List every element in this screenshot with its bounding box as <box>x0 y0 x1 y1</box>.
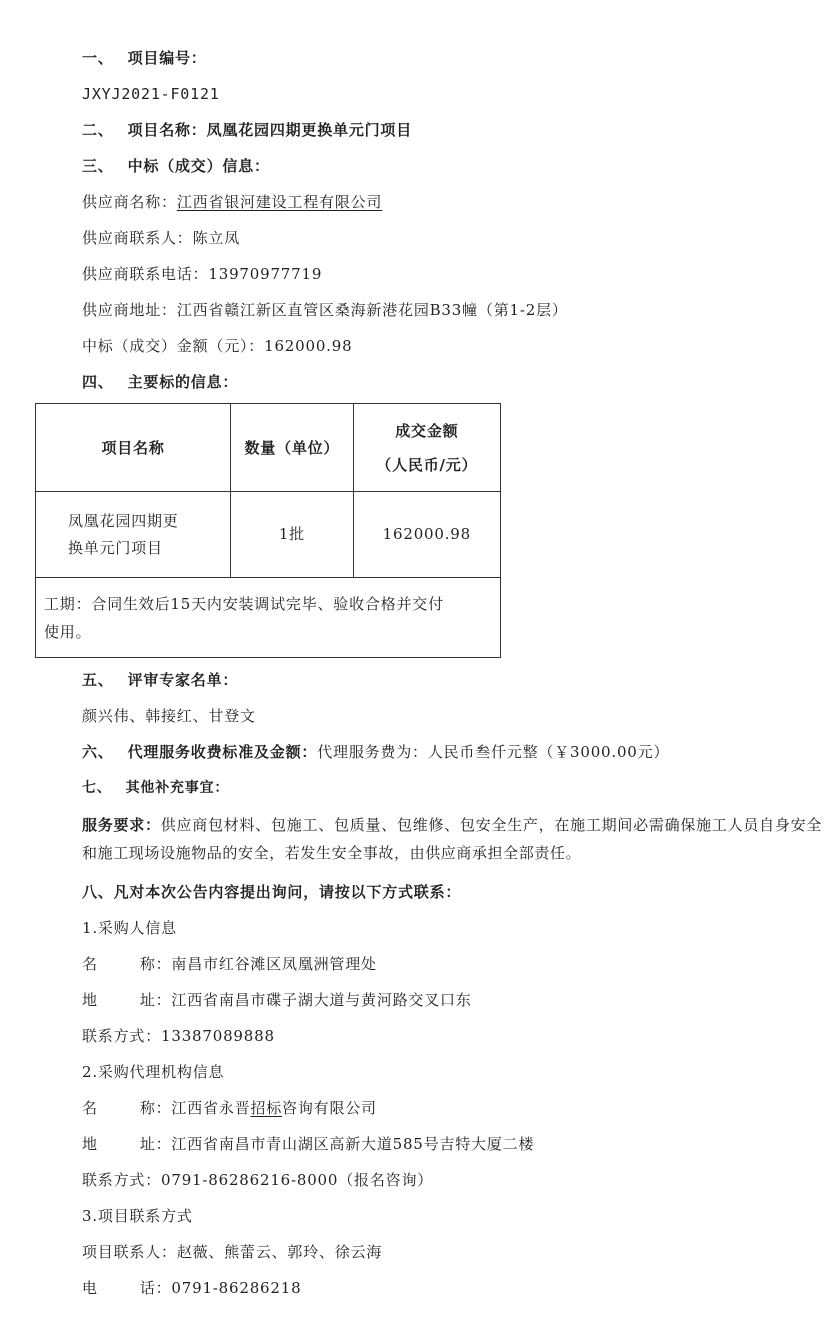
project-name: 凤凰花园四期更换单元门项目 <box>206 121 413 139</box>
purchaser-name-label-a: 名 <box>82 955 98 973</box>
agency-contact-value: 0791-86286216-8000（报名咨询） <box>161 1171 434 1189</box>
purchaser-name-row <box>82 954 377 974</box>
award-amount-row <box>82 336 352 356</box>
service-requirements <box>82 811 822 867</box>
supplier-name-row <box>82 192 382 212</box>
agency-name-label-a: 名 <box>82 1099 98 1117</box>
section-4-title: 主要标的信息： <box>127 373 239 391</box>
section-8-heading: 八、凡对本次公告内容提出询问，请按以下方式联系： <box>82 883 462 901</box>
project-contact-heading: 3.项目联系方式 <box>82 1207 193 1225</box>
section-4-number: 四、 <box>82 373 114 391</box>
table-note-row <box>36 578 501 658</box>
section-2-number: 二、 <box>82 121 114 139</box>
supplier-contact-row <box>82 228 240 248</box>
supplier-address-row <box>82 300 568 320</box>
subject-table <box>35 403 501 658</box>
agency-name-part-1: 江西省永晋 <box>171 1099 251 1117</box>
table-row <box>36 492 501 578</box>
cell-schedule-note <box>36 578 501 658</box>
purchaser-address-row <box>82 990 472 1010</box>
award-amount-label: 中标（成交）金额（元）： <box>82 337 265 355</box>
supplier-phone-value: 13970977719 <box>208 265 323 283</box>
schedule-note-line2: 使用。 <box>44 622 92 641</box>
agency-address-value: 江西省南昌市青山湖区高新大道585号吉特大厦二楼 <box>171 1135 535 1153</box>
expert-list: 颜兴伟、韩接红、甘登文 <box>82 707 256 725</box>
agency-name-row <box>82 1098 377 1118</box>
cell-project-name <box>36 492 231 578</box>
header-amount-line1: 成交金额 <box>395 421 459 440</box>
table-header-row <box>36 404 501 492</box>
section-5-heading <box>82 670 238 690</box>
section-1-title: 项目编号： <box>127 49 207 67</box>
purchaser-heading: 1.采购人信息 <box>82 919 177 937</box>
section-1-number: 一、 <box>82 49 114 67</box>
cell-project-name-line1: 凤凰花园四期更 <box>68 511 179 530</box>
section-5-number: 五、 <box>82 671 114 689</box>
cell-amount: 162000.98 <box>353 492 500 578</box>
purchaser-address-label-a: 地 <box>82 991 98 1009</box>
section-6-title: 代理服务收费标准及金额： <box>127 743 318 761</box>
project-code: JXYJ2021-F0121 <box>82 85 220 103</box>
agency-name-part-3: 咨询有限公司 <box>282 1099 377 1117</box>
award-amount-value: 162000.98 <box>264 337 353 355</box>
supplier-address-value: 江西省赣江新区直管区桑海新港花园B33幢（第1-2层） <box>176 301 568 319</box>
agency-address-label-a: 地 <box>82 1135 98 1153</box>
project-contact-phone-label-a: 电 <box>82 1279 98 1297</box>
supplier-name-label: 供应商名称： <box>82 193 177 211</box>
section-3-title: 中标（成交）信息： <box>127 157 270 175</box>
purchaser-name-value: 南昌市红谷滩区凤凰洲管理处 <box>171 955 377 973</box>
agency-contact-row <box>82 1170 433 1190</box>
purchaser-address-label-b: 址： <box>139 991 172 1009</box>
section-2-title: 项目名称： <box>127 121 207 139</box>
project-contact-people-label: 项目联系人： <box>82 1243 177 1261</box>
agency-name-label-b: 称： <box>139 1099 172 1117</box>
agency-heading: 2.采购代理机构信息 <box>82 1063 225 1081</box>
section-2-heading <box>82 120 412 140</box>
cell-project-name-line2: 换单元门项目 <box>68 538 163 557</box>
agency-fee-value: 代理服务费为：人民币叁仟元整（￥3000.00元） <box>317 743 670 761</box>
section-7-title: 其他补充事宜： <box>125 780 230 796</box>
service-requirements-text: 供应商包材料、包施工、包质量、包维修、包安全生产，在施工期间必需确保施工人员自身安全和施工现场设施物品的安全，若发生安全事故，由供应商承担全部责任。 <box>82 816 822 862</box>
section-1-heading <box>82 48 207 68</box>
section-7-number: 七、 <box>82 780 112 796</box>
section-6-number: 六、 <box>82 743 114 761</box>
purchaser-contact-row <box>82 1026 275 1046</box>
supplier-contact-label: 供应商联系人： <box>82 229 193 247</box>
header-amount-line2: （人民币/元） <box>376 455 478 474</box>
schedule-note-line1: 工期：合同生效后15天内安装调试完毕、验收合格并交付 <box>44 594 444 613</box>
supplier-address-label: 供应商地址： <box>82 301 177 319</box>
project-contact-phone-value: 0791-86286218 <box>171 1279 302 1297</box>
section-6-heading <box>82 742 669 762</box>
purchaser-address-value: 江西省南昌市碟子湖大道与黄河路交叉口东 <box>171 991 472 1009</box>
section-3-number: 三、 <box>82 157 114 175</box>
project-contact-phone-row <box>82 1278 301 1298</box>
header-project-name: 项目名称 <box>36 404 231 492</box>
section-3-heading <box>82 156 270 176</box>
agency-address-label-b: 址： <box>139 1135 172 1153</box>
purchaser-contact-value: 13387089888 <box>161 1027 275 1045</box>
project-contact-phone-label-b: 话： <box>139 1279 172 1297</box>
cell-quantity: 1批 <box>231 492 354 578</box>
project-contact-people-row <box>82 1242 382 1262</box>
agency-contact-label: 联系方式： <box>82 1171 162 1189</box>
purchaser-name-label-b: 称： <box>139 955 172 973</box>
service-requirements-label: 服务要求： <box>82 816 161 834</box>
purchaser-contact-label: 联系方式： <box>82 1027 162 1045</box>
supplier-contact-value: 陈立凤 <box>192 229 241 247</box>
section-5-title: 评审专家名单： <box>127 671 239 689</box>
supplier-name-link[interactable]: 江西省银河建设工程有限公司 <box>176 193 383 211</box>
supplier-phone-row <box>82 264 322 284</box>
agency-address-row <box>82 1134 534 1154</box>
section-4-heading <box>82 372 238 392</box>
header-quantity: 数量（单位） <box>231 404 354 492</box>
supplier-phone-label: 供应商联系电话： <box>82 265 209 283</box>
section-7-heading <box>82 778 229 798</box>
project-contact-people-value: 赵薇、熊蕾云、郭玲、徐云海 <box>176 1243 383 1261</box>
header-amount <box>353 404 500 492</box>
agency-name-link[interactable]: 招标 <box>250 1099 283 1117</box>
